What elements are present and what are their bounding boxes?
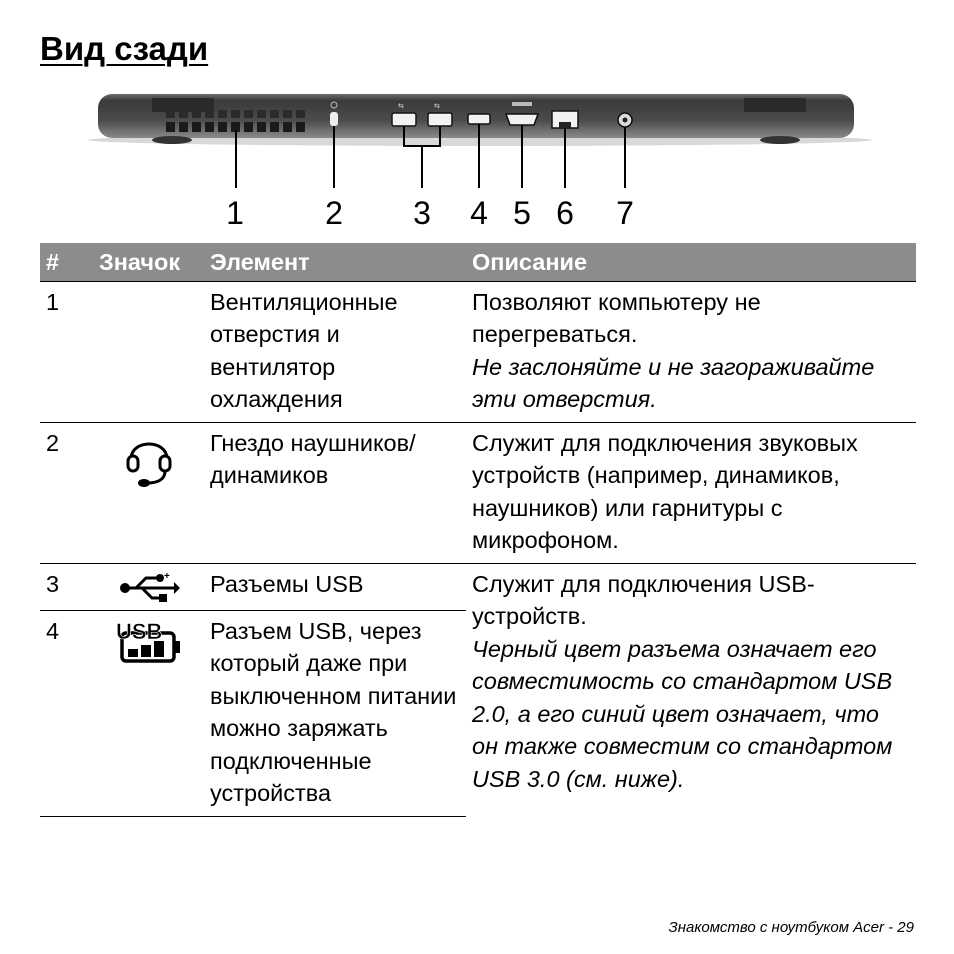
row-description: Служит для подключения USB-устройств. xyxy=(472,570,815,629)
svg-text:⇆: ⇆ xyxy=(434,102,440,110)
callout-number: 3 xyxy=(413,195,431,231)
table-header-row xyxy=(40,243,916,281)
row-description: Позволяют компьютеру не перегреваться. xyxy=(472,288,761,347)
row-num: 1 xyxy=(40,281,93,422)
svg-text:⇆: ⇆ xyxy=(398,102,404,110)
svg-text:+: + xyxy=(163,570,170,582)
callout-number: 4 xyxy=(470,195,488,231)
table-row xyxy=(40,422,916,563)
ports-table xyxy=(40,243,916,817)
table-row xyxy=(40,281,916,422)
row-num: 4 xyxy=(40,610,93,816)
header-icon: Значок xyxy=(93,243,204,281)
page-title: Вид сзади xyxy=(40,30,209,67)
row-num: 2 xyxy=(40,422,93,563)
row-icon-cell xyxy=(93,422,204,563)
usb-charge-icon-label: USB xyxy=(115,618,162,644)
row-description-cell xyxy=(466,281,916,422)
row-description: Служит для подключения звуковых устройств (например, динамиков, наушников) или гарнитуры с микрофоном. xyxy=(466,422,916,563)
row-num: 3 xyxy=(40,563,93,610)
row-note: Черный цвет разъема означает его совместимость со стандартом USB 2.0, а его синий цвет означает, что он также совместим со стандартом USB 3.0 (см. ниже). xyxy=(472,635,893,792)
row-element: Разъемы USB xyxy=(204,563,466,610)
callout-number: 7 xyxy=(616,195,634,231)
callout-number: 5 xyxy=(513,195,531,231)
row-description-cell xyxy=(466,563,916,816)
row-icon-empty xyxy=(93,281,204,422)
page-footer: Знакомство с ноутбуком Acer - 29 xyxy=(668,919,914,936)
callout-number: 1 xyxy=(226,195,244,231)
usb-charge-icon xyxy=(114,617,184,665)
header-element: Элемент xyxy=(204,243,466,281)
row-icon-cell xyxy=(93,610,204,816)
header-num: # xyxy=(40,243,93,281)
row-element: Разъем USB, через который даже при выключенном питании можно заряжать подключенные устройства xyxy=(204,610,466,816)
row-element: Гнездо наушников/ динамиков xyxy=(204,422,466,563)
callout-number: 2 xyxy=(325,195,343,231)
usb-icon xyxy=(118,570,180,604)
row-icon-cell xyxy=(93,563,204,610)
callout-number: 6 xyxy=(556,195,574,231)
table-row xyxy=(40,563,916,610)
row-element: Вентиляционные отверстия и вентилятор охлаждения xyxy=(204,281,466,422)
header-description: Описание xyxy=(466,243,916,281)
row-note: Не заслоняйте и не загораживайте эти отверстия. xyxy=(472,353,875,412)
headset-icon xyxy=(123,429,175,487)
